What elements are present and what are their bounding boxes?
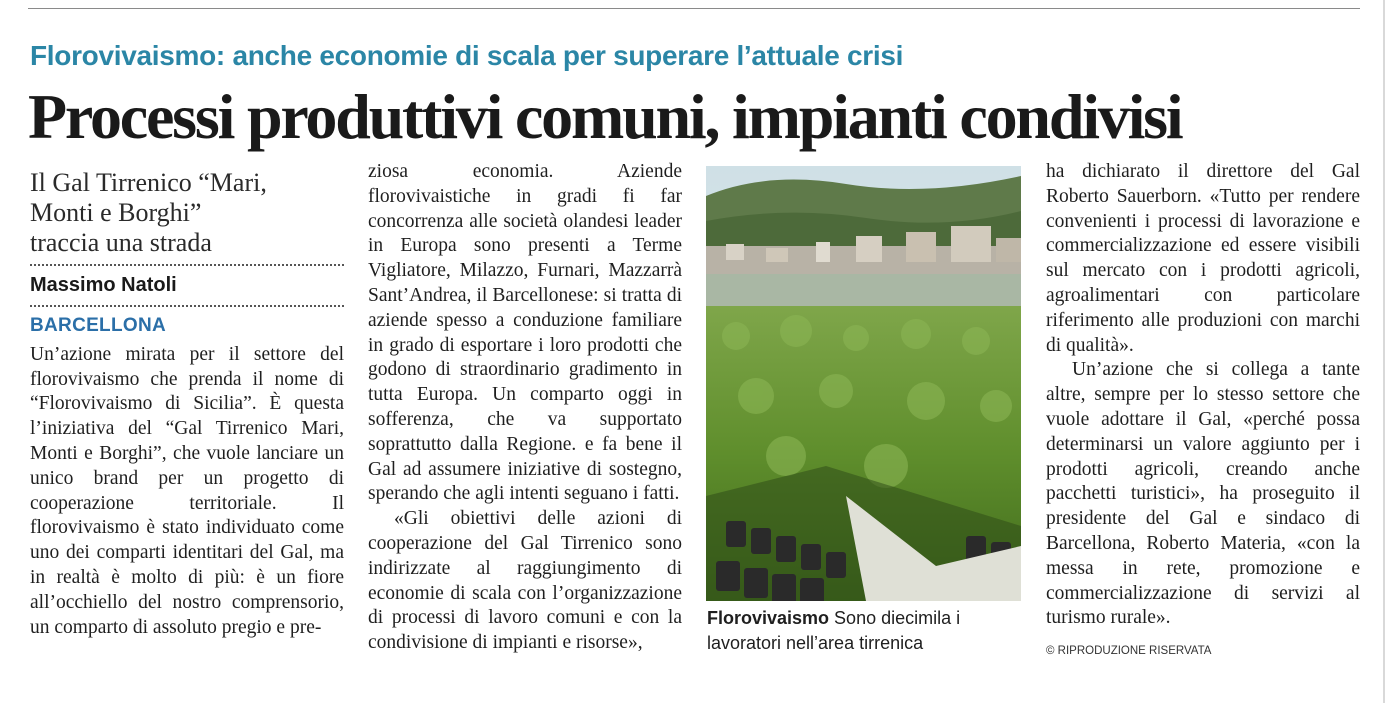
- caption-text: Sono diecimila i lavoratori nell’area tirrenica: [707, 608, 961, 653]
- subtitle-line: traccia una strada: [30, 228, 212, 257]
- caption-title: Florovivaismo: [707, 608, 830, 628]
- subtitle: [30, 168, 344, 258]
- column-2: [368, 160, 682, 656]
- dotted-separator: [30, 305, 344, 307]
- column-4: [1046, 160, 1360, 664]
- body-paragraph: ha dichiarato il direttore del Gal Roberto Sauerborn. «Tutto per rendere convenienti i processi di lavorazione e commercializzazione ed essere visibili sul mercato con i prodotti agricoli, agroalimentari con particolare riferimento alle produzioni con marchi di qualità».: [1046, 161, 1360, 356]
- body-paragraph: «Gli obiettivi delle azioni di cooperazione del Gal Tirrenico sono indirizzate al raggiungimento di economie di scala con l’organizzazione di processi di lavoro comuni e con la condivisione di impianti e risorse»,: [368, 508, 682, 654]
- author-byline: Massimo Natoli: [30, 274, 177, 296]
- body-paragraph: Un’azione mirata per il settore del florovivaismo che prenda il nome di “Florovivaismo di Sicilia”. È questa l’iniziativa del “Gal Tirrenico Mari, Monti e Borghi”, che vuole lanciare un unico brand per un progetto di cooperazione territoriale. Il florovivaismo è stato individuato come uno dei comparti identitari del Gal, ma in realtà è molto di più: è un fiore all’occhiello del nostro comprensorio, un comparto di assoluto pregio e pre-: [30, 343, 344, 638]
- subtitle-line: Monti e Borghi”: [30, 198, 202, 227]
- copyright-notice: © RIPRODUZIONE RISERVATA: [1046, 645, 1212, 658]
- body-paragraph: Un’azione che si collega a tante altre, sempre per lo stesso settore che vuole adottare il Gal, «perché possa determinarsi un valore aggiunto per i prodotti agricoli, creando anche pacchetti turistici», ha proseguito il presidente del Gal e sindaco di Barcellona, Roberto Materia, «con la messa in rete, promozione e commercializzazione di servizi al turismo rurale».: [1046, 359, 1360, 629]
- subtitle-line: Il Gal Tirrenico “Mari,: [30, 168, 267, 197]
- body-paragraph: ziosa economia. Aziende florovivaistiche in gradi fi far concorrenza alle società olandesi leader in Europa sono presenti a Terme Vigliatore, Milazzo, Furnari, Mazzarrà Sant’Andrea, il Barcellonese: si tratta di aziende spesso a conduzione familiare in grado di esportare i loro prodotti che godono di straordinario gradimento in tutta Europa. Un comparto oggi in sofferenza, che va supportato soprattutto dalla Regione. e fa bene il Gal ad assumere iniziative di sostegno, sperando che agli intenti seguano i fatti.: [368, 161, 682, 505]
- top-rule: [28, 8, 1360, 9]
- nursery-photo: [706, 166, 1021, 601]
- dateline: BARCELLONA: [30, 315, 166, 336]
- photo-caption: [707, 606, 1027, 656]
- headline: Processi produttivi comuni, impianti condivisi: [28, 81, 1182, 152]
- page-edge: [1383, 0, 1385, 703]
- column-1: [30, 168, 344, 640]
- dotted-separator: [30, 264, 344, 266]
- kicker: Florovivaismo: anche economie di scala per superare l’attuale crisi: [30, 40, 904, 71]
